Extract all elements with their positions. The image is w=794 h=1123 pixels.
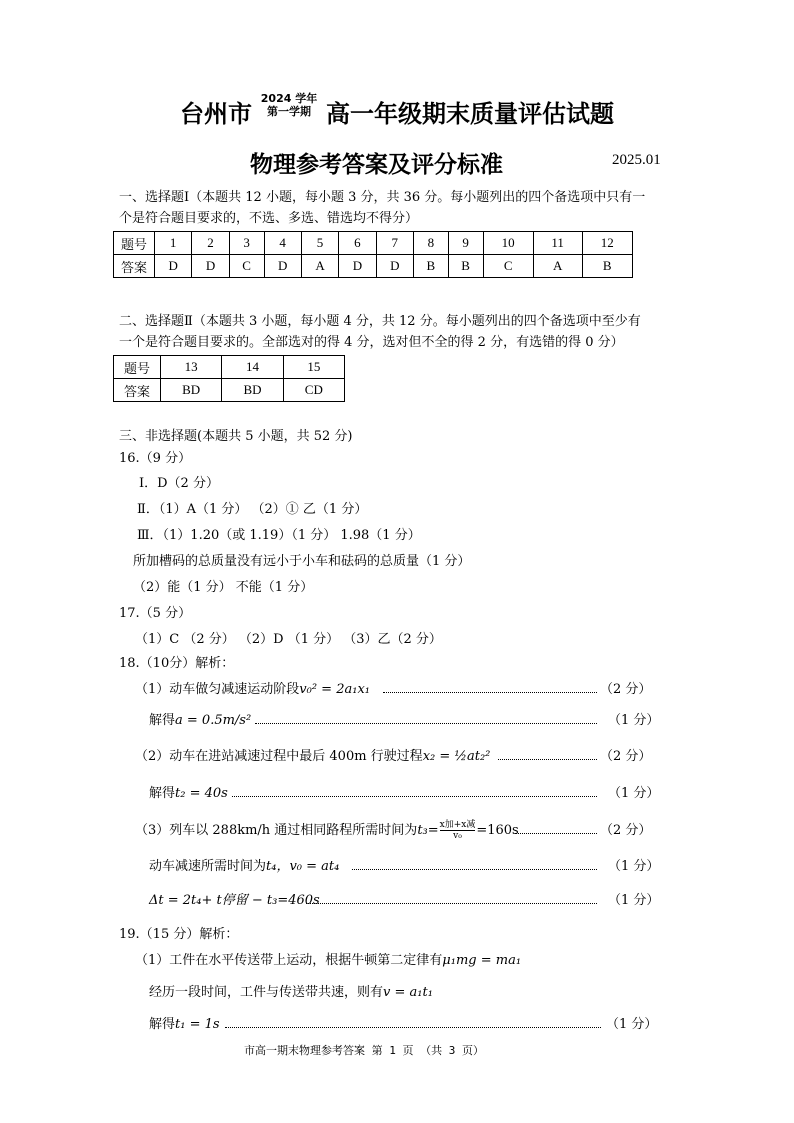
section3-heading: 三、非选择题(本题共 5 小题，共 52 分) bbox=[119, 429, 353, 444]
q18-line5-result: =160s bbox=[476, 823, 519, 838]
q19-line3-formula: t₁ = 1s bbox=[175, 1017, 220, 1032]
table-cell: D bbox=[376, 255, 413, 278]
table-cell: A bbox=[533, 255, 582, 278]
table-cell: 13 bbox=[161, 356, 222, 379]
q18-line3-formula: x₂ = ½at₂² bbox=[422, 749, 491, 764]
q19-line1-text: （1）工件在水平传送带上运动，根据牛顿第二定律有 bbox=[135, 953, 443, 968]
table-cell: 答案 bbox=[114, 255, 155, 278]
table-cell: A bbox=[301, 255, 338, 278]
q16-line4: 所加槽码的总质量没有远小于小车和砝码的总质量（1 分） bbox=[133, 554, 471, 569]
page-footer: 市高一期末物理参考答案 第 1 页 （共 3 页） bbox=[244, 1044, 484, 1057]
table-row bbox=[114, 232, 633, 255]
table-row bbox=[114, 356, 345, 379]
leader-dots bbox=[255, 723, 597, 724]
table-cell: B bbox=[448, 255, 483, 278]
table-row bbox=[114, 255, 633, 278]
page-subtitle: 物理参考答案及评分标准 bbox=[250, 152, 503, 178]
q18-line3-text: （2）动车在进站减速过程中最后 400m 行驶过程 bbox=[135, 749, 423, 764]
q18-line2-score: （1 分） bbox=[608, 713, 660, 728]
header-term: 第一学期 bbox=[267, 105, 311, 118]
q18-line7-score: （1 分） bbox=[608, 893, 660, 908]
leader-dots bbox=[515, 833, 597, 834]
table-cell: 15 bbox=[283, 356, 344, 379]
section1-heading-line1: 一、选择题Ⅰ（本题共 12 小题，每小题 3 分，共 36 分。每小题列出的四个备选项中只有一 bbox=[119, 190, 646, 205]
table-cell: 8 bbox=[413, 232, 448, 255]
table-cell: 11 bbox=[533, 232, 582, 255]
q18-line7 bbox=[149, 889, 320, 908]
q18-line6 bbox=[149, 855, 339, 874]
q19-title: 19.（15 分）解析： bbox=[119, 927, 239, 942]
q18-line6-text: 动车减速所需时间为 bbox=[149, 859, 267, 874]
table-cell: C bbox=[483, 255, 533, 278]
q18-line6-formula: t₄，v₀ = at₄ bbox=[266, 859, 340, 874]
table-cell: BD bbox=[222, 379, 283, 402]
leader-dots bbox=[306, 903, 597, 904]
q18-line3-score: （2 分） bbox=[600, 749, 652, 764]
q18-line3 bbox=[135, 745, 490, 764]
table-cell: 6 bbox=[339, 232, 376, 255]
q18-line4-formula: t₂ = 40s bbox=[175, 786, 228, 801]
section1-heading-line2: 个是符合题目要求的，不选、多选、错选均不得分） bbox=[119, 211, 419, 226]
q19-line1-formula: μ₁mg = ma₁ bbox=[442, 953, 522, 968]
table-cell: 3 bbox=[229, 232, 264, 255]
table-cell: C bbox=[229, 255, 264, 278]
fraction-denominator: v₀ bbox=[453, 831, 462, 841]
header-exam-title: 高一年级期末质量评估试题 bbox=[326, 100, 614, 128]
q18-title: 18.（10分）解析： bbox=[119, 656, 235, 671]
leader-dots bbox=[498, 759, 597, 760]
q19-line2 bbox=[149, 981, 433, 1000]
section1-answer-table bbox=[113, 231, 633, 278]
q18-line5-fraction bbox=[440, 820, 476, 841]
header-city: 台州市 bbox=[180, 100, 252, 128]
q19-line1 bbox=[135, 949, 521, 968]
table-cell: CD bbox=[283, 379, 344, 402]
q18-line4 bbox=[149, 782, 228, 801]
header-year: 2024 学年 bbox=[260, 92, 318, 105]
table-cell: 14 bbox=[222, 356, 283, 379]
q18-line7-formula: Δt = 2t₄+ t停留 − t₃=460s bbox=[149, 893, 320, 908]
table-cell: B bbox=[582, 255, 633, 278]
table-cell: 题号 bbox=[114, 356, 161, 379]
table-cell: D bbox=[192, 255, 229, 278]
table-cell: 题号 bbox=[114, 232, 155, 255]
section2-answer-table bbox=[113, 355, 345, 402]
table-cell: 12 bbox=[582, 232, 633, 255]
table-cell: D bbox=[264, 255, 301, 278]
section2-heading-line2: 一个是符合题目要求的。全部选对的得 4 分，选对但不全的得 2 分，有选错的得 0 分） bbox=[119, 335, 624, 350]
q18-line5-score: （2 分） bbox=[600, 823, 652, 838]
table-cell: B bbox=[413, 255, 448, 278]
q18-line5-text: （3）列车以 288km/h 通过相同路程所需时间为 bbox=[135, 823, 418, 838]
q18-line1-score: （2 分） bbox=[600, 682, 652, 697]
q19-line3 bbox=[149, 1013, 220, 1032]
leader-dots bbox=[383, 692, 597, 693]
table-cell: 5 bbox=[301, 232, 338, 255]
table-cell: 10 bbox=[483, 232, 533, 255]
q19-line3-score: （1 分） bbox=[606, 1017, 658, 1032]
q17-line1: （1）C （2 分） （2）D （1 分） （3）乙（2 分） bbox=[135, 632, 442, 647]
table-cell: 4 bbox=[264, 232, 301, 255]
q18-line6-score: （1 分） bbox=[608, 859, 660, 874]
section2-heading-line1: 二、选择题Ⅱ（本题共 3 小题，每小题 4 分，共 12 分。每小题列出的四个备选项中至少有 bbox=[119, 314, 641, 329]
table-cell: BD bbox=[161, 379, 222, 402]
q16-line1: Ⅰ．D（2 分） bbox=[139, 476, 219, 491]
table-cell: D bbox=[339, 255, 376, 278]
q19-line2-text: 经历一段时间，工件与传送带共速，则有 bbox=[149, 985, 384, 1000]
table-cell: 9 bbox=[448, 232, 483, 255]
header-date: 2025.01 bbox=[612, 152, 661, 168]
table-cell: 1 bbox=[155, 232, 192, 255]
q18-line2 bbox=[149, 709, 251, 728]
q16-title: 16.（9 分） bbox=[119, 451, 192, 466]
q18-line4-score: （1 分） bbox=[608, 786, 660, 801]
q18-line5-formula: t₃= bbox=[417, 823, 439, 838]
q18-line1 bbox=[135, 678, 370, 697]
q19-line2-formula: v = a₁t₁ bbox=[383, 985, 433, 1000]
q16-line2: Ⅱ．（1）A（1 分） （2）① 乙（1 分） bbox=[137, 502, 368, 517]
header-year-term bbox=[256, 92, 322, 118]
q18-line2-formula: a = 0.5m/s² bbox=[175, 713, 252, 728]
q16-line3: Ⅲ．（1）1.20（或 1.19）（1 分） 1.98（1 分） bbox=[137, 528, 421, 543]
q17-title: 17.（5 分） bbox=[119, 606, 192, 621]
q19-line3-text: 解得 bbox=[149, 1017, 176, 1032]
q16-line5: （2）能（1 分） 不能（1 分） bbox=[133, 580, 314, 595]
table-cell: D bbox=[155, 255, 192, 278]
table-cell: 2 bbox=[192, 232, 229, 255]
leader-dots bbox=[232, 796, 597, 797]
q18-line5 bbox=[135, 819, 519, 841]
q18-line1-text: （1）动车做匀减速运动阶段 bbox=[135, 682, 300, 697]
table-cell: 7 bbox=[376, 232, 413, 255]
leader-dots bbox=[225, 1027, 601, 1028]
q18-line2-text: 解得 bbox=[149, 713, 176, 728]
fraction-numerator: x加+x减 bbox=[439, 820, 476, 830]
table-row bbox=[114, 379, 345, 402]
leader-dots bbox=[352, 869, 597, 870]
q18-line4-text: 解得 bbox=[149, 786, 176, 801]
table-cell: 答案 bbox=[114, 379, 161, 402]
q18-line1-formula: v₀² = 2a₁x₁ bbox=[299, 682, 370, 697]
